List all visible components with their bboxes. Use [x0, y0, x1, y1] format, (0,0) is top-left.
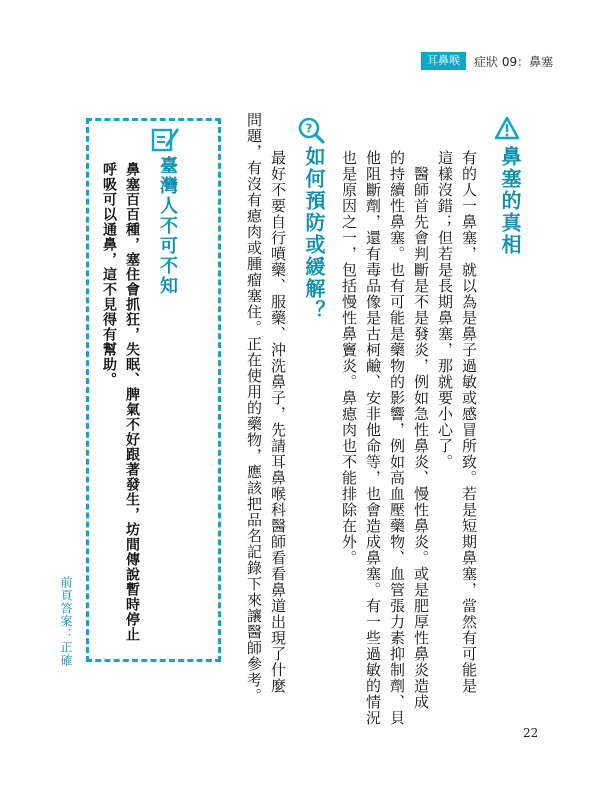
- paragraph-line: 的持續性鼻塞。也有可能是藥物的影響，例如高血壓藥物、血管張力素抑制劑、貝: [388, 150, 406, 726]
- tip-box-line: 鼻塞百百種，塞住會抓狂，失眠、脾氣不好跟著發生，坊間傳說暫時停止: [124, 162, 140, 642]
- chapter-header: [421, 50, 587, 72]
- svg-text:?: ?: [305, 121, 313, 136]
- paragraph-line: 他阻斷劑，還有毒品像是古柯鹼、安非他命等，也會造成鼻塞。有一些過敏的情況: [364, 150, 382, 726]
- paragraph-line: 有的人一鼻塞，就以為是鼻子過敏或感冒所致。若是短期鼻塞，當然有可能是: [460, 150, 478, 694]
- tip-box-heading: 臺灣人不可不知: [157, 156, 178, 296]
- question-magnifier-icon: [297, 116, 325, 144]
- tip-box-line: 呼吸可以通鼻，這不見得有幫助。: [101, 162, 117, 387]
- paragraph-line: 問題，有沒有瘜肉或腫瘤塞住。正在使用的藥物，應該把品名記錄下來讓醫師參考。: [245, 112, 263, 704]
- chapter-title: 症狀 09：鼻塞: [474, 54, 554, 69]
- page-number: 22: [523, 726, 539, 740]
- note-pencil-icon: [150, 124, 180, 154]
- category-badge: 耳鼻喉: [421, 52, 466, 70]
- paragraph-line: 醫師首先會判斷是不是發炎，例如急性鼻炎、慢性鼻炎。或是肥厚性鼻炎造成: [412, 166, 430, 710]
- section-heading-prevention: 如何預防或緩解？: [302, 146, 326, 322]
- paragraph-line: 這樣沒錯；但若是長期鼻塞，那就要小心了。: [436, 150, 454, 470]
- section-heading-nasal-congestion-truth: 鼻塞的真相: [498, 146, 522, 256]
- paragraph-line: 也是原因之一，包括慢性鼻竇炎。鼻瘜肉也不能排除在外。: [340, 150, 358, 566]
- warning-triangle-icon: [494, 116, 520, 140]
- previous-page-answer: 前頁答案：正確: [59, 576, 73, 667]
- paragraph-line: 最好不要自行噴藥、服藥、沖洗鼻子，先請耳鼻喉科醫師看看鼻道出現了什麼: [269, 150, 287, 694]
